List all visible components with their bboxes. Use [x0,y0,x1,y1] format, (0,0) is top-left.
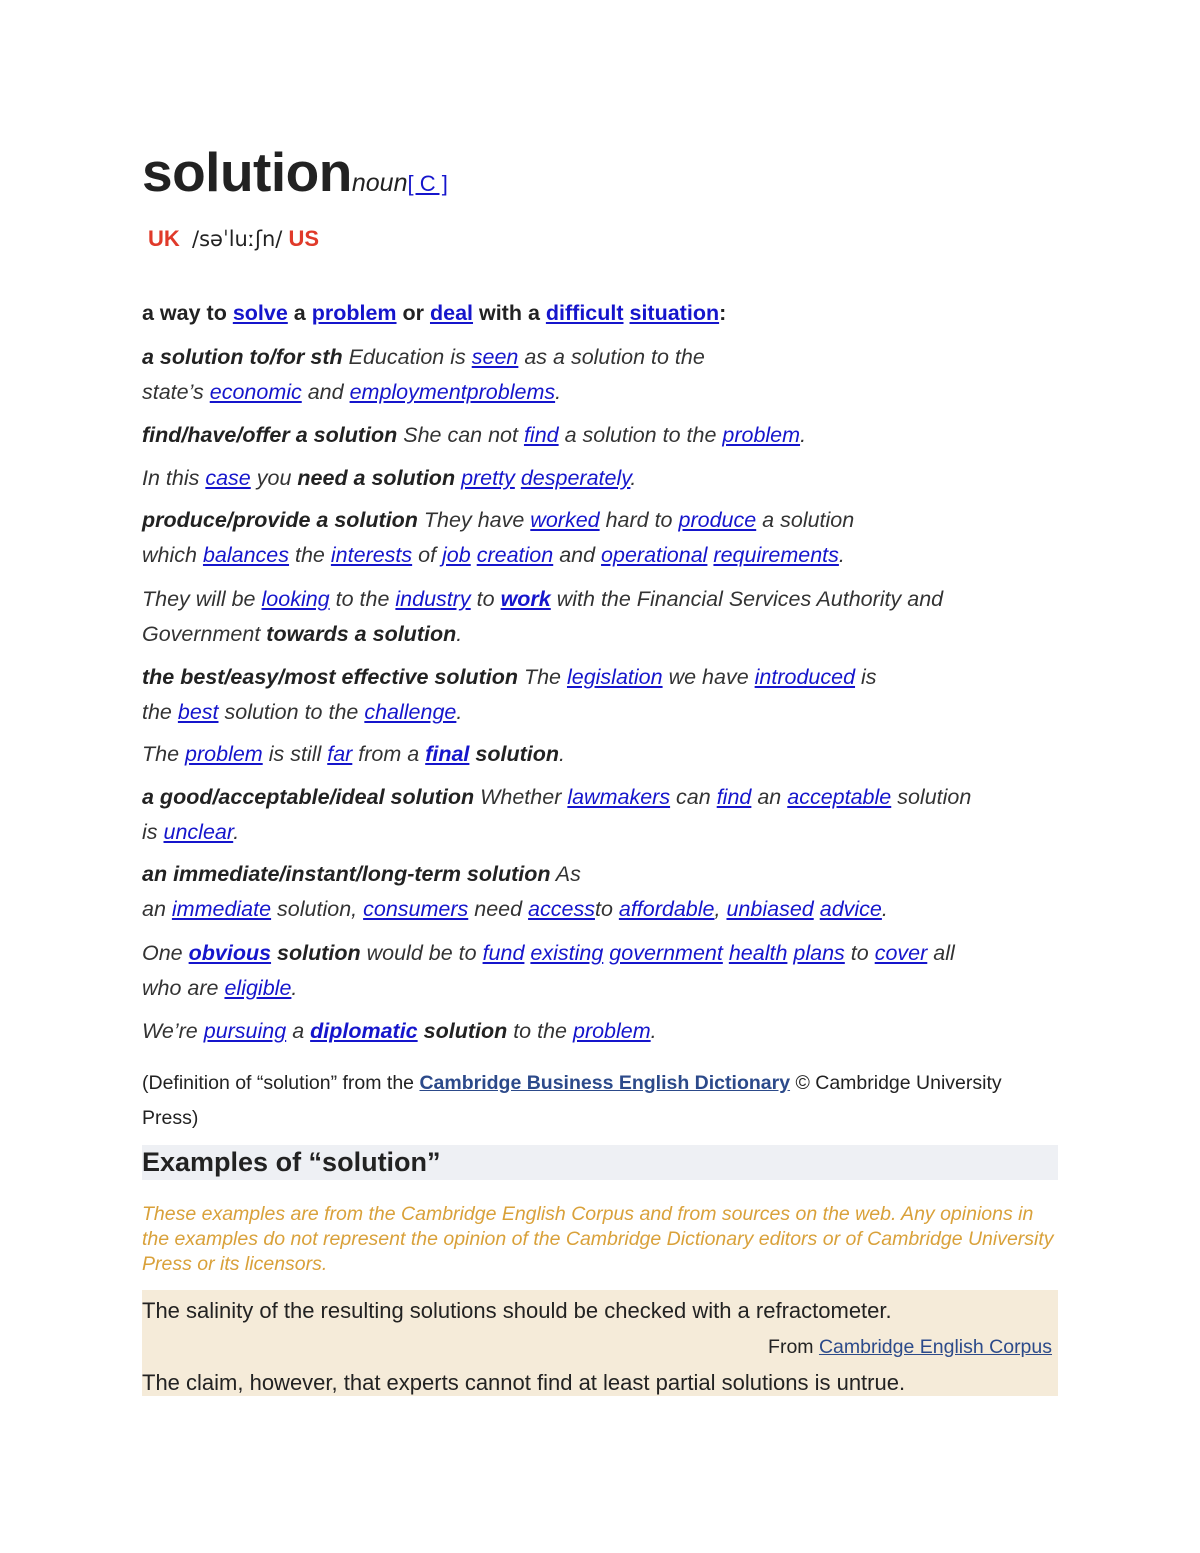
link-pretty[interactable]: pretty [461,466,515,490]
link-economic[interactable]: economic [209,380,302,404]
link-obvious[interactable]: obvious [188,941,272,965]
example-8: a good/acceptable/ideal solution Whether lawmakers can find an acceptable solution is unclear. [142,785,972,844]
link-consumers[interactable]: consumers [363,897,469,921]
phrase: produce/provide a solution [142,508,418,532]
link-worked[interactable]: worked [530,508,600,532]
us-audio-button[interactable]: US [288,226,320,251]
link-far[interactable]: far [327,742,353,766]
example-2: find/have/offer a solution She can not find a solution to the problem. [142,423,807,447]
phrase: the best/easy/most effective solution [142,665,518,689]
link-best[interactable]: best [177,700,219,724]
link-eligible[interactable]: eligible [224,976,292,1000]
link-requirements[interactable]: requirements [713,543,839,567]
link-difficult[interactable]: difficult [545,301,624,325]
grammar-code-link[interactable]: [ C ] [407,171,448,196]
definition: a way to solve a problem or deal with a difficult situation: [142,301,727,325]
phrase: find/have/offer a solution [142,423,398,447]
link-access[interactable]: access [528,897,595,921]
uk-audio-button[interactable]: UK [148,226,180,251]
corpus-source: From Cambridge English Corpus [768,1336,1052,1358]
link-health[interactable]: health [728,941,788,965]
examples-heading: Examples of “solution” [142,1145,1058,1180]
link-cover[interactable]: cover [874,941,928,965]
link-lawmakers[interactable]: lawmakers [567,785,671,809]
corpus-examples [142,1290,1058,1396]
link-pursuing[interactable]: pursuing [203,1019,287,1043]
link-solve[interactable]: solve [232,301,288,325]
link-balances[interactable]: balances [202,543,290,567]
example-7: The problem is still far from a final solution. [142,742,565,766]
ipa-text: /səˈluːʃn/ [192,227,283,251]
link-employmentproblems[interactable]: employmentproblems [349,380,556,404]
example-9: an immediate/instant/long-term solution As an immediate solution, consumers need accessto affordable, unbiased advice. [142,862,888,921]
link-problem[interactable]: problem [572,1019,651,1043]
link-problem[interactable]: problem [185,742,263,766]
phrase: a good/acceptable/ideal solution [142,785,475,809]
corpus-sentence: The salinity of the resulting solutions should be checked with a refractometer. [142,1298,892,1323]
link-affordable[interactable]: affordable [618,897,715,921]
link-situation[interactable]: situation [629,301,720,325]
link-industry[interactable]: industry [395,587,471,611]
link-find[interactable]: find [716,785,752,809]
link-find[interactable]: find [523,423,559,447]
link-job[interactable]: job [442,543,471,567]
link-existing[interactable]: existing [530,941,604,965]
definition-source: (Definition of “solution” from the Cambridge Business English Dictionary © Cambridge University Press) [142,1072,1002,1129]
link-unclear[interactable]: unclear [163,820,234,844]
link-unbiased[interactable]: unbiased [726,897,814,921]
entry-header [142,140,448,204]
phrase: an immediate/instant/long-term solution [142,862,551,886]
example-1: a solution to/for sth Education is seen as a solution to the state’s economic and employmentproblems. [142,345,705,404]
example-10: One obvious solution would be to fund existing government health plans to cover all who are eligible. [142,941,955,1000]
example-6: the best/easy/most effective solution The legislation we have introduced is the best solution to the challenge. [142,665,877,724]
link-problem[interactable]: problem [311,301,397,325]
example-11: We’re pursuing a diplomatic solution to the problem. [142,1019,657,1043]
link-legislation[interactable]: legislation [566,665,663,689]
link-operational[interactable]: operational [601,543,708,567]
headword: solution [142,141,352,203]
link-diplomatic[interactable]: diplomatic [310,1019,418,1043]
link-advice[interactable]: advice [819,897,882,921]
dictionary-link[interactable]: Cambridge Business English Dictionary [419,1072,791,1094]
part-of-speech: noun [351,169,408,197]
link-produce[interactable]: produce [678,508,757,532]
phrase: a solution to/for sth [142,345,343,369]
link-desperately[interactable]: desperately [520,466,631,490]
link-final[interactable]: final [425,742,470,766]
corpus-sentence: The claim, however, that experts cannot find at least partial solutions is untrue. [142,1370,906,1395]
example-3: In this case you need a solution pretty desperately. [142,466,637,490]
link-creation[interactable]: creation [476,543,554,567]
link-challenge[interactable]: challenge [364,700,457,724]
examples-disclaimer: These examples are from the Cambridge English Corpus and from sources on the web. Any opinions in the examples do not represent the opinion of the Cambridge Dictionary editors or of Cambridge University Press or its licensors. [142,1203,1054,1275]
link-case[interactable]: case [205,466,251,490]
link-fund[interactable]: fund [482,941,525,965]
link-plans[interactable]: plans [793,941,845,965]
link-seen[interactable]: seen [471,345,519,369]
link-deal[interactable]: deal [429,301,474,325]
link-looking[interactable]: looking [261,587,330,611]
corpus-link[interactable]: Cambridge English Corpus [818,1336,1052,1358]
link-acceptable[interactable]: acceptable [787,785,892,809]
example-4: produce/provide a solution They have worked hard to produce a solution which balances the interests of job creation and operational requirements. [142,508,855,567]
link-interests[interactable]: interests [330,543,413,567]
link-problem[interactable]: problem [722,423,801,447]
link-immediate[interactable]: immediate [171,897,272,921]
pronunciation [148,226,319,252]
link-government[interactable]: government [609,941,723,965]
link-work[interactable]: work [500,587,551,611]
example-5: They will be looking to the industry to work with the Financial Services Authority and Government towards a solution. [142,587,944,646]
link-introduced[interactable]: introduced [754,665,856,689]
